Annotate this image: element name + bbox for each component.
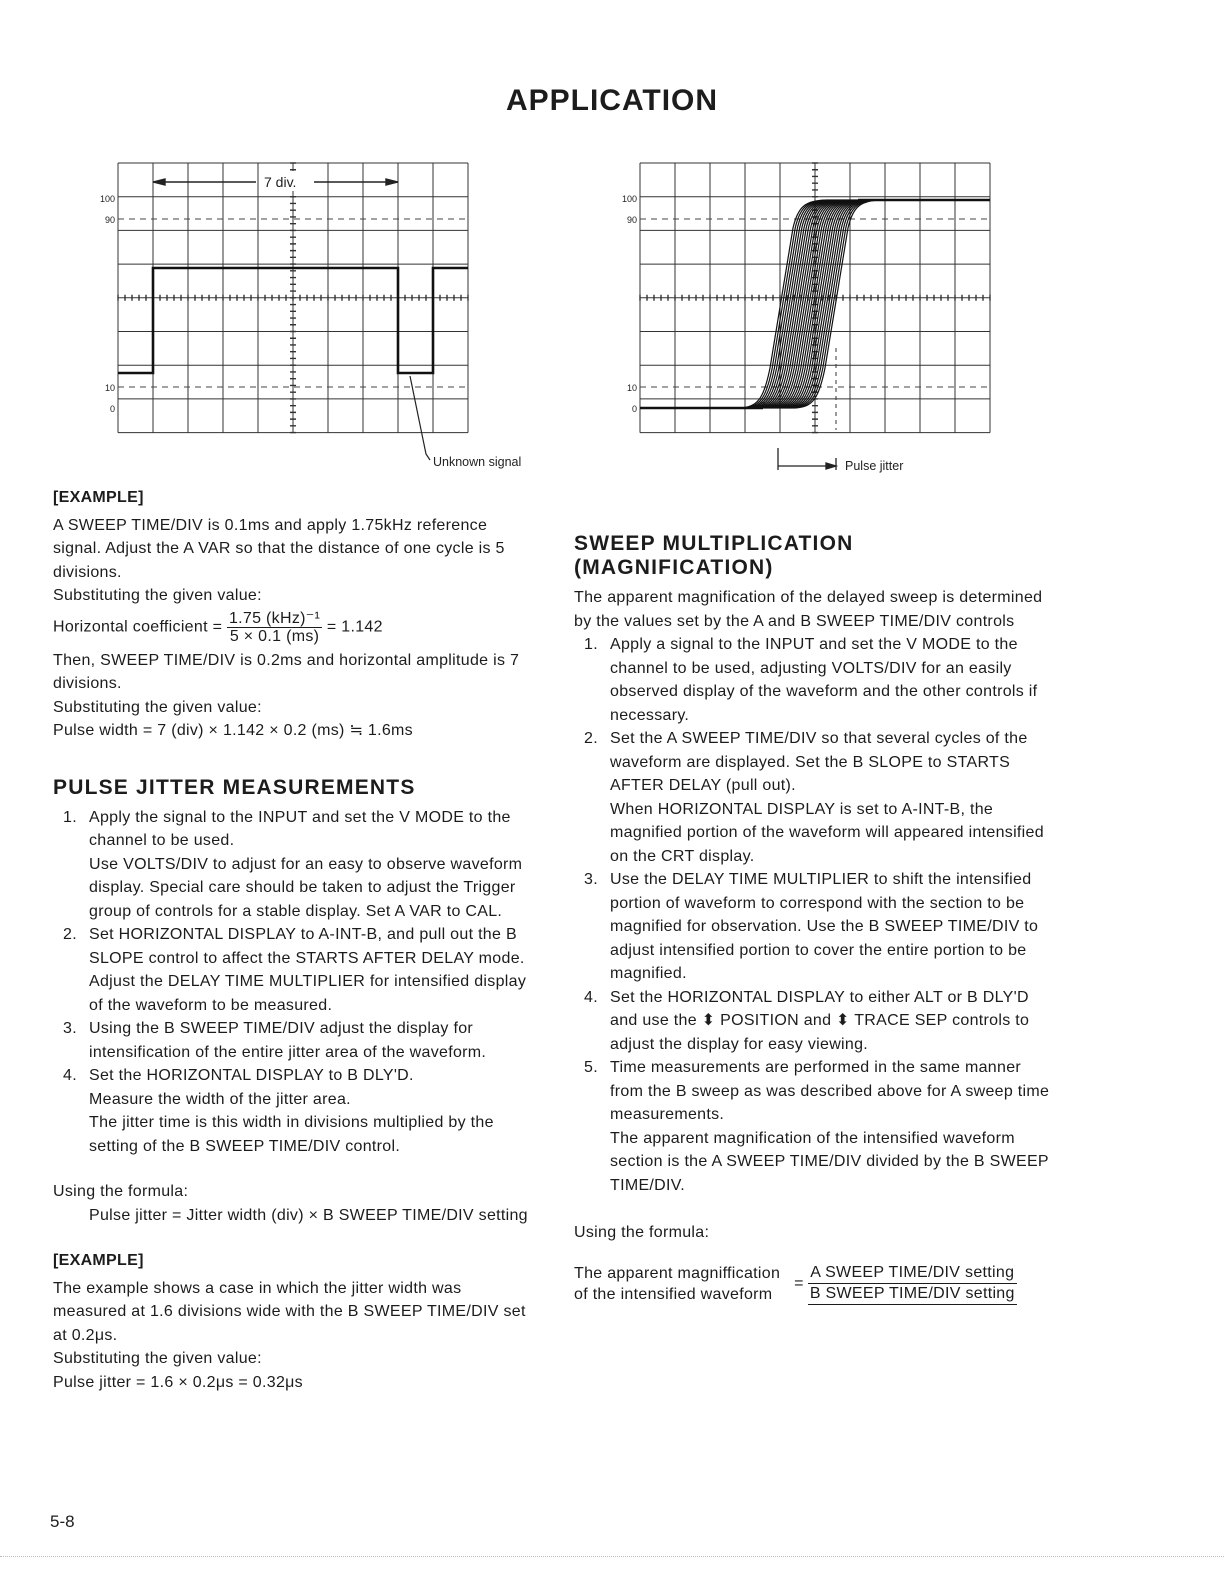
list-item: [53, 806, 528, 924]
formula-numerator: 1.75 (kHz)⁻¹: [228, 609, 321, 627]
y-label-100: 100: [99, 194, 115, 204]
list-item: [53, 923, 528, 1017]
jitter-traces: [738, 200, 883, 408]
list-number: 4.: [584, 988, 598, 1006]
y-label-90: 90: [626, 215, 637, 225]
pj-formula-intro: Using the formula:: [53, 1183, 189, 1200]
list-item: [574, 986, 1052, 1057]
example1-line2: Substituting the given value:: [53, 587, 262, 604]
formula-equals: =: [794, 1274, 804, 1292]
formula-denominator: 5 × 0.1 (ms): [229, 627, 320, 645]
page-title: APPLICATION: [505, 84, 719, 117]
list-item: [53, 1017, 528, 1064]
pulse-jitter-heading: PULSE JITTER MEASUREMENTS: [53, 775, 416, 799]
pj-formula: Pulse jitter = Jitter width (div) × B SWEEP TIME/DIV setting: [89, 1206, 528, 1224]
right-column: [574, 532, 1052, 1305]
pulse-jitter-steps: [53, 806, 528, 1159]
list-paragraph: When HORIZONTAL DISPLAY is set to A-INT-B, the magnified portion of the waveform will appeared intensified on the CRT display.: [610, 800, 1044, 865]
example2-line1: The example shows a case in which the jitter width was measured at 1.6 divisions wide with the B SWEEP TIME/DIV set at 0.2μs.: [53, 1279, 526, 1344]
y-label-100: 100: [621, 194, 637, 204]
list-item: [53, 1064, 528, 1158]
figure-unknown-signal: [96, 158, 546, 478]
list-paragraph: Set the HORIZONTAL DISPLAY to B DLY'D.: [89, 1067, 414, 1084]
list-paragraph: Using the B SWEEP TIME/DIV adjust the display for intensification of the entire jitter area of the waveform.: [89, 1020, 487, 1061]
example1-line1: A SWEEP TIME/DIV is 0.1ms and apply 1.75kHz reference signal. Adjust the A VAR so that the distance of one cycle is 5 divisions.: [53, 516, 505, 581]
list-number: 3.: [63, 1020, 77, 1037]
example2-line2: Substituting the given value:: [53, 1350, 262, 1367]
left-column: [53, 486, 528, 1394]
list-paragraph: The jitter time is this width in divisions multiplied by the setting of the B SWEEP TIME/DIV control.: [89, 1114, 494, 1155]
y-label-10: 10: [104, 383, 115, 393]
list-number: 5.: [584, 1059, 598, 1076]
example1-line3: Then, SWEEP TIME/DIV is 0.2ms and horizontal amplitude is 7 divisions.: [53, 651, 520, 692]
list-number: 1.: [584, 636, 598, 653]
list-number: 2.: [63, 926, 77, 943]
span-label: 7 div.: [264, 174, 297, 190]
example1-heading: [EXAMPLE]: [53, 489, 144, 506]
list-number: 1.: [63, 808, 77, 826]
y-label-90: 90: [104, 215, 115, 225]
sweep-mult-steps: [574, 633, 1052, 1197]
callout-line: [410, 376, 430, 460]
list-paragraph: Adjust the DELAY TIME MULTIPLIER for intensified display of the waveform to be measured.: [89, 973, 527, 1014]
list-paragraph: The apparent magnification of the intensified waveform section is the A SWEEP TIME/DIV divided by the B SWEEP TIME/DIV.: [610, 1129, 1049, 1194]
y-label-10: 10: [626, 383, 637, 393]
list-paragraph: Use the DELAY TIME MULTIPLIER to shift the intensified portion of waveform to correspond with the section to be magnified for observation. Use the B SWEEP TIME/DIV to adjust intensified portion to cover the entire portion to be magnified.: [610, 871, 1039, 982]
horizontal-coefficient-formula: [53, 610, 528, 645]
magnification-formula: [574, 1263, 1052, 1305]
page-number: 5-8: [50, 1512, 75, 1531]
formula-result: = 1.142: [326, 618, 383, 636]
example1-line4: Substituting the given value:: [53, 698, 262, 716]
list-paragraph: Time measurements are performed in the same manner from the B sweep as was described above for A sweep time measurements.: [610, 1059, 1050, 1123]
list-item: [574, 868, 1052, 986]
list-item: [574, 727, 1052, 868]
list-item: [574, 633, 1052, 727]
list-paragraph: Set HORIZONTAL DISPLAY to A-INT-B, and pull out the B SLOPE control to affect the STARTS AFTER DELAY mode.: [89, 926, 525, 967]
sweep-mult-intro: The apparent magnification of the delayed sweep is determined by the values set by the A and B SWEEP TIME/DIV controls: [574, 589, 1043, 630]
list-paragraph: Measure the width of the jitter area.: [89, 1090, 351, 1108]
example2-line3: Pulse jitter = 1.6 × 0.2μs = 0.32μs: [53, 1373, 303, 1391]
list-number: 2.: [584, 730, 598, 747]
list-paragraph: Set the A SWEEP TIME/DIV so that several cycles of the waveform are displayed. Set the B SLOPE to STARTS AFTER DELAY (pull out).: [610, 730, 1028, 794]
formula-left-2: of the intensified waveform: [574, 1285, 773, 1303]
formula-left-1: The apparent magniffication: [574, 1264, 781, 1282]
callout-label: Unknown signal: [433, 455, 522, 469]
sweep-mult-heading-1: SWEEP MULTIPLICATION: [574, 532, 854, 555]
list-number: 4.: [63, 1067, 77, 1084]
sm-formula-intro: Using the formula:: [574, 1224, 710, 1241]
formula-denominator: B SWEEP TIME/DIV setting: [808, 1284, 1017, 1305]
jitter-bracket: [778, 448, 836, 470]
list-number: 3.: [584, 871, 598, 888]
y-label-0: 0: [631, 404, 637, 414]
list-paragraph: Use VOLTS/DIV to adjust for an easy to observe waveform display. Special care should be taken to adjust the Trigger group of controls for a stable display. Set A VAR to CAL.: [89, 855, 523, 920]
formula-label: Horizontal coefficient =: [53, 618, 223, 636]
list-paragraph: Set the HORIZONTAL DISPLAY to either ALT or B DLY'D and use the ⬍ POSITION and ⬍ TRACE SEP controls to adjust the display for easy viewing.: [610, 988, 1030, 1053]
page-bottom-edge: [0, 1556, 1224, 1557]
list-paragraph: Apply a signal to the INPUT and set the V MODE to the channel to be used, adjusting VOLTS/DIV for an easily observed display of the waveform and the other controls if necessary.: [610, 636, 1038, 724]
callout-label: Pulse jitter: [845, 459, 904, 473]
example1-line5: Pulse width = 7 (div) × 1.142 × 0.2 (ms) ≒ 1.6ms: [53, 722, 413, 739]
example2-heading: [EXAMPLE]: [53, 1252, 144, 1269]
list-item: [574, 1056, 1052, 1197]
figure-pulse-jitter: [618, 158, 998, 478]
formula-numerator: A SWEEP TIME/DIV setting: [808, 1263, 1017, 1284]
y-label-0: 0: [109, 404, 115, 414]
sweep-mult-heading-2: (MAGNIFICATION): [574, 556, 774, 579]
list-paragraph: Apply the signal to the INPUT and set the V MODE to the channel to be used.: [89, 808, 511, 849]
